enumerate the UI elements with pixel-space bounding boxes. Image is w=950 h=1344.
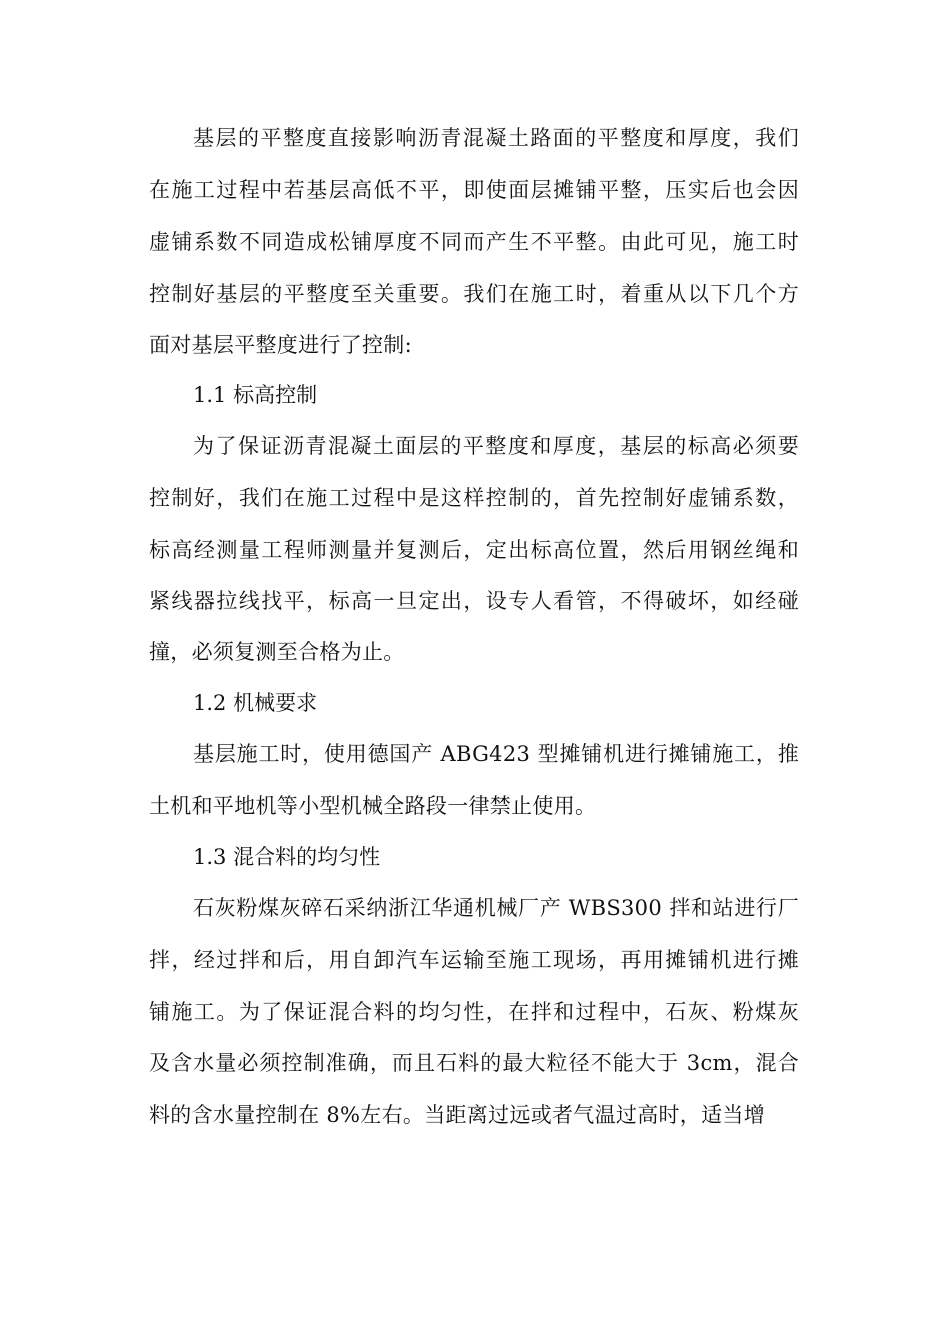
paragraph-line: 紧线器拉线找平，标高一旦定出，设专人看管，不得破坏，如经碰 bbox=[149, 589, 799, 613]
section-heading: 1.1 标高控制 bbox=[193, 383, 318, 407]
paragraph-line: 面对基层平整度进行了控制: bbox=[149, 333, 412, 357]
paragraph-line: 基层施工时，使用德国产 ABG423 型摊铺机进行摊铺施工，推 bbox=[193, 742, 799, 766]
paragraph-line: 料的含水量控制在 8%左右。当距离过远或者气温过高时，适当增 bbox=[149, 1103, 765, 1127]
paragraph-line: 基层的平整度直接影响沥青混凝土路面的平整度和厚度，我们 bbox=[193, 126, 799, 150]
section-heading: 1.3 混合料的均匀性 bbox=[193, 845, 381, 869]
paragraph-line: 撞，必须复测至合格为止。 bbox=[149, 640, 405, 664]
paragraph-line: 铺施工。为了保证混合料的均匀性，在拌和过程中，石灰、粉煤灰 bbox=[149, 1000, 799, 1024]
paragraph-line: 拌，经过拌和后，用自卸汽车运输至施工现场，再用摊铺机进行摊 bbox=[149, 948, 799, 972]
paragraph-line: 为了保证沥青混凝土面层的平整度和厚度，基层的标高必须要 bbox=[193, 434, 799, 458]
paragraph-line: 控制好，我们在施工过程中是这样控制的，首先控制好虚铺系数， bbox=[149, 486, 799, 510]
paragraph-line: 标高经测量工程师测量并复测后，定出标高位置，然后用钢丝绳和 bbox=[149, 538, 799, 562]
paragraph-line: 及含水量必须控制准确，而且石料的最大粒径不能大于 3cm，混合 bbox=[149, 1051, 799, 1075]
paragraph-line: 在施工过程中若基层高低不平，即使面层摊铺平整，压实后也会因 bbox=[149, 178, 799, 202]
paragraph-line: 虚铺系数不同造成松铺厚度不同而产生不平整。由此可见，施工时 bbox=[149, 230, 799, 254]
paragraph-line: 石灰粉煤灰碎石采纳浙江华通机械厂产 WBS300 拌和站进行厂 bbox=[193, 896, 799, 920]
paragraph-line: 控制好基层的平整度至关重要。我们在施工时，着重从以下几个方 bbox=[149, 282, 799, 306]
section-heading: 1.2 机械要求 bbox=[193, 691, 318, 715]
paragraph-line: 土机和平地机等小型机械全路段一律禁止使用。 bbox=[149, 794, 597, 818]
